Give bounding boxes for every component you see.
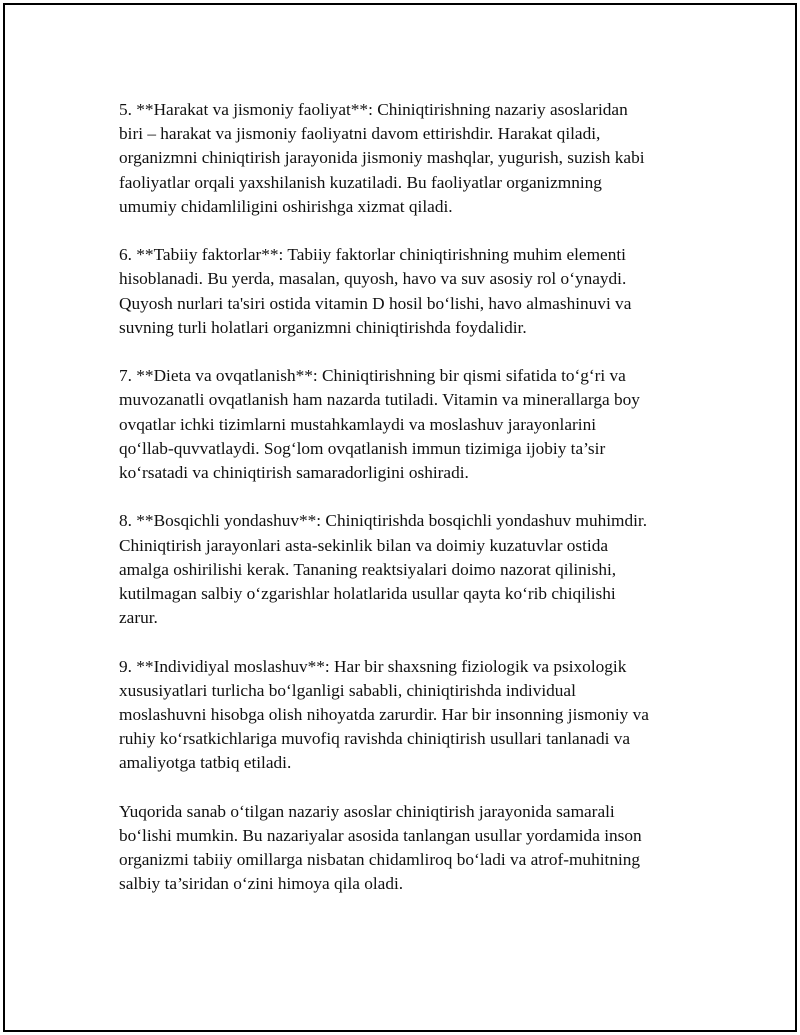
paragraph-item-5: 5. **Harakat va jismoniy faoliyat**: Chiniqtirishning nazariy asoslaridan biri – harakat va jismoniy faoliyatni davom ettirishdir. Harakat qiladi, organizmni chiniqtirish jarayonida jismoniy mashqlar, yugurish, suzish kabi faoliyatlar orqali yaxshilanish kuzatiladi. Bu faoliyatlar organizmning umumiy chidamliligini oshirishga xizmat qiladi. (119, 100, 645, 216)
page-frame (3, 3, 797, 1032)
paragraph-item-7: 7. **Dieta va ovqatlanish**: Chiniqtirishning bir qismi sifatida to‘g‘ri va muvozanatli ovqatlanish ham nazarda tutiladi. Vitamin va minerallarga boy ovqatlar ichki tizimlarni mustahkamlaydi va moslashuv jarayonlarini qo‘llab-quvvatlaydi. Sog‘lom ovqatlanish immun tizimiga ijobiy ta’sir ko‘rsatadi va chiniqtirish samaradorligini oshiradi. (119, 366, 640, 483)
paragraph-item-8: 8. **Bosqichli yondashuv**: Chiniqtirishda bosqichli yondashuv muhimdir. Chiniqtirish jarayonlari asta-sekinlik bilan va doimiy kuzatuvlar ostida amalga oshirilishi kerak. Tananing reaktsiyalari doimo nazorat qilinishi, kutilmagan salbiy o‘zgarishlar holatlarida usullar qayta ko‘rib chiqilishi zarur. (119, 511, 648, 628)
document-body (119, 98, 699, 921)
conclusion-paragraph: Yuqorida sanab o‘tilgan nazariy asoslar chiniqtirish jarayonida samarali bo‘lishi mumkin. Bu nazariyalar asosida tanlangan usullar yordamida inson organizmi tabiiy omillarga nisbatan chidamliroq bo‘ladi va atrof-muhitning salbiy ta’siridan o‘zini himoya qila oladi. (119, 801, 642, 894)
paragraph-item-9: 9. **Individiyal moslashuv**: Har bir shaxsning fiziologik va psixologik xususiyatlari turlicha bo‘lganligi sababli, chiniqtirishda individual moslashuvni hisobga olish nihoyatda zarurdir. Har bir insonning jismoniy va ruhiy ko‘rsatkichlariga muvofiq ravishda chiniqtirish usullari tanlanadi va amaliyotga tatbiq etiladi. (119, 656, 649, 773)
paragraph-item-6: 6. **Tabiiy faktorlar**: Tabiiy faktorlar chiniqtirishning muhim elementi hisoblanadi. Bu yerda, masalan, quyosh, havo va suv asosiy rol o‘ynaydi. Quyosh nurlari ta'siri ostida vitamin D hosil bo‘lishi, havo almashinuvi va suvning turli holatlari organizmni chiniqtirishda foydalidir. (119, 245, 632, 337)
